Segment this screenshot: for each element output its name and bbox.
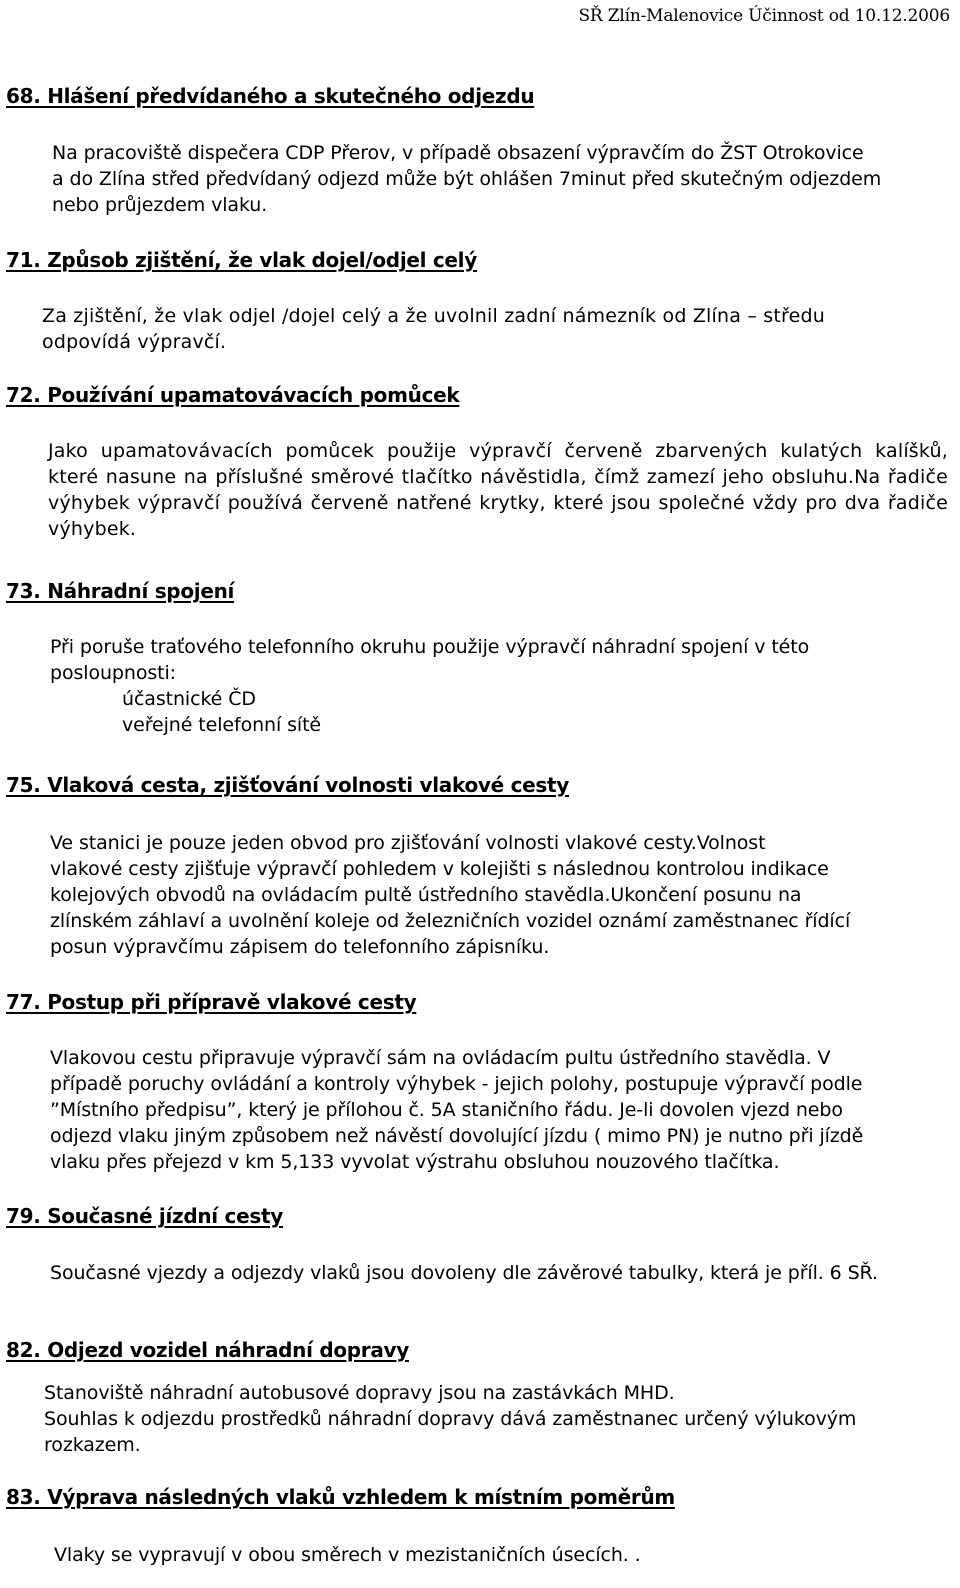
section-heading: 79. Současné jízdní cesty [6, 1204, 283, 1228]
list-item: veřejné telefonní sítě [122, 714, 322, 736]
paragraph-line: Stanoviště náhradní autobusové dopravy jsou na zastávkách MHD. [44, 1382, 675, 1404]
paragraph-line: Současné vjezdy a odjezdy vlaků jsou dovoleny dle závěrové tabulky, která je příl. 6 SŘ. [50, 1262, 878, 1284]
section-heading: 72. Používání upamatovávacích pomůcek [6, 383, 460, 407]
section-paragraph [50, 634, 809, 738]
section-paragraph [50, 830, 850, 960]
paragraph-line: posun výpravčímu zápisem do telefonního zápisníku. [50, 936, 550, 958]
section-paragraph [50, 1260, 878, 1286]
paragraph-line: a do Zlína střed předvídaný odjezd může být ohlášen 7minut před skutečným odjezdem [52, 168, 882, 190]
section-heading: 83. Výprava následných vlaků vzhledem k místním poměrům [6, 1485, 675, 1509]
section-paragraph: Jako upamatovávacích pomůcek použije výpravčí červeně zbarvených kulatých kalíšků, které nasune na příslušné směrové tlačítko návěstidla, čímž zamezí jeho obsluhu.Na řadiče výhybek výpravčí používá červeně natřené krytky, které jsou společné vždy pro dva řadiče výhybek. [48, 440, 948, 540]
paragraph-line: vlakové cesty zjišťuje výpravčí pohledem v kolejišti s následnou kontrolou indikace [50, 858, 829, 880]
paragraph-line: zlínském záhlaví a uvolnění koleje od železničních vozidel oznámí zaměstnanec řídící [50, 910, 851, 932]
paragraph-line: odpovídá výpravčí. [42, 331, 227, 353]
list-item: účastnické ČD [122, 688, 256, 710]
section-heading: 77. Postup při přípravě vlakové cesty [6, 990, 417, 1014]
paragraph-line: Ve stanici je pouze jeden obvod pro zjišťování volnosti vlakové cesty.Volnost [50, 832, 766, 854]
paragraph-line: posloupnosti: [50, 662, 176, 684]
section-heading: 73. Náhradní spojení [6, 579, 235, 603]
section-paragraph [44, 1380, 856, 1458]
paragraph-line: ”Místního předpisu”, který je přílohou č. 5A staničního řádu. Je-li dovolen vjezd nebo [50, 1099, 843, 1121]
paragraph-line: Na pracoviště dispečera CDP Přerov, v případě obsazení výpravčím do ŽST Otrokovice [52, 142, 864, 164]
section-heading: 75. Vlaková cesta, zjišťování volnosti vlakové cesty [6, 773, 569, 797]
paragraph-line: vlaku přes přejezd v km 5,133 vyvolat výstrahu obsluhou nouzového tlačítka. [50, 1151, 780, 1173]
section-paragraph [52, 140, 881, 218]
paragraph-line: Vlaky se vypravují v obou směrech v mezistaničních úsecích. . [54, 1544, 641, 1566]
paragraph-line: Vlakovou cestu připravuje výpravčí sám na ovládacím pultu ústředního stavědla. V [50, 1047, 831, 1069]
running-header: SŘ Zlín-Malenovice Účinnost od 10.12.2006 [578, 6, 950, 26]
section-paragraph [42, 303, 825, 355]
section-paragraph [54, 1542, 641, 1568]
paragraph-line: případě poruchy ovládání a kontroly výhybek - jejich polohy, postupuje výpravčí podle [50, 1073, 863, 1095]
paragraph-line: nebo průjezdem vlaku. [52, 194, 268, 216]
section-heading: 68. Hlášení předvídaného a skutečného odjezdu [6, 84, 535, 108]
paragraph-line: Při poruše traťového telefonního okruhu použije výpravčí náhradní spojení v této [50, 636, 810, 658]
paragraph-line: kolejových obvodů na ovládacím pultě ústředního stavědla.Ukončení posunu na [50, 884, 802, 906]
paragraph-line: rozkazem. [44, 1434, 141, 1456]
paragraph-line: odjezd vlaku jiným způsobem než návěstí dovolující jízdu ( mimo PN) je nutno při jízdě [50, 1125, 864, 1147]
section-heading: 71. Způsob zjištění, že vlak dojel/odjel celý [6, 248, 477, 272]
section-paragraph [50, 1045, 863, 1175]
section-heading: 82. Odjezd vozidel náhradní dopravy [6, 1338, 410, 1362]
paragraph-line: Za zjištění, že vlak odjel /dojel celý a že uvolnil zadní námezník od Zlína – středu [42, 305, 825, 327]
paragraph-line: Souhlas k odjezdu prostředků náhradní dopravy dává zaměstnanec určený výlukovým [44, 1408, 857, 1430]
